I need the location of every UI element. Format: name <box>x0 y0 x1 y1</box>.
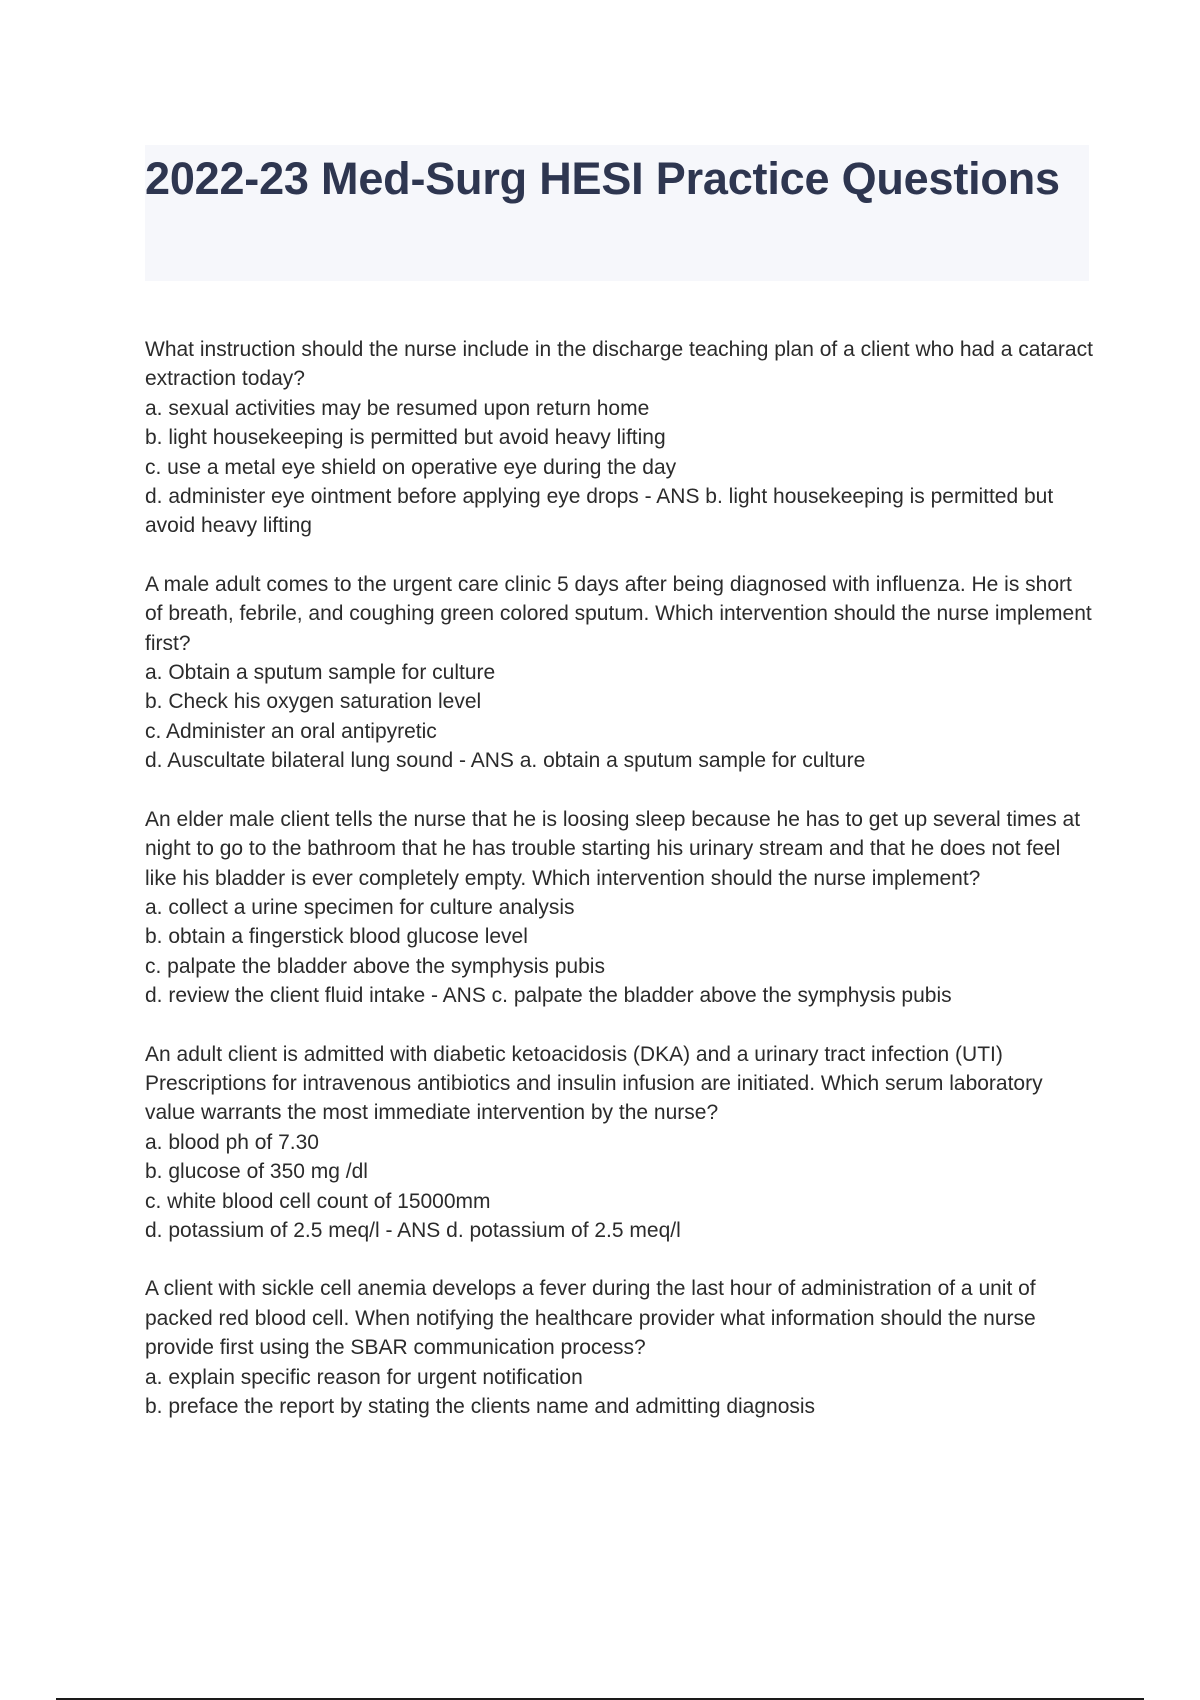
question-stem: A male adult comes to the urgent care clinic 5 days after being diagnosed with influenza. He is short of breath, febrile, and coughing green colored sputum. Which intervention should the nurse implement first? <box>145 572 1092 655</box>
page-title: 2022-23 Med-Surg HESI Practice Questions <box>145 153 1060 204</box>
question-stem: What instruction should the nurse include in the discharge teaching plan of a client who had a cataract extraction today? <box>145 338 1093 391</box>
answer-option: c. white blood cell count of 15000mm <box>145 1189 491 1213</box>
answer-option: b. preface the report by stating the clients name and admitting diagnosis <box>145 1395 816 1418</box>
answer-option: a. collect a urine specimen for culture analysis <box>145 895 575 919</box>
question-block <box>145 1040 1095 1246</box>
answer-option: c. palpate the bladder above the symphysis pubis <box>145 954 605 978</box>
answer-option: a. explain specific reason for urgent notification <box>145 1365 583 1389</box>
document-body <box>145 335 1095 1450</box>
question-stem: A client with sickle cell anemia develops a fever during the last hour of administration of a unit of packed red blood cell. When notifying the healthcare provider what information should the nurse provide first using the SBAR communication process? <box>145 1277 1036 1360</box>
answer-option-with-key: d. administer eye ointment before applying eye drops - ANS b. light housekeeping is permitted but avoid heavy lifting <box>145 485 1054 538</box>
answer-option: a. Obtain a sputum sample for culture <box>145 661 496 685</box>
answer-option: b. obtain a fingerstick blood glucose level <box>145 925 528 949</box>
answer-option-with-key: d. review the client fluid intake - ANS c. palpate the bladder above the symphysis pubis <box>145 984 952 1008</box>
question-block <box>145 335 1095 541</box>
answer-option-with-key: d. potassium of 2.5 meq/l - ANS d. potassium of 2.5 meq/l <box>145 1218 681 1242</box>
answer-option: b. Check his oxygen saturation level <box>145 690 482 714</box>
question-block <box>145 1274 1095 1421</box>
answer-option: a. blood ph of 7.30 <box>145 1130 319 1154</box>
answer-option: c. Administer an oral antipyretic <box>145 719 437 743</box>
question-stem: An elder male client tells the nurse that he is loosing sleep because he has to get up several times at night to go to the bathroom that he has trouble starting his urinary stream and that he does not feel like his bladder is ever completely empty. Which intervention should the nurse implement? <box>145 807 1081 890</box>
answer-option-with-key: d. Auscultate bilateral lung sound - ANS a. obtain a sputum sample for culture <box>145 749 866 773</box>
title-banner <box>145 145 1089 281</box>
answer-option: c. use a metal eye shield on operative eye during the day <box>145 455 677 479</box>
question-stem: An adult client is admitted with diabetic ketoacidosis (DKA) and a urinary tract infection (UTI) Prescriptions for intravenous antibiotics and insulin infusion are initiated. Which serum laboratory value warrants the most immediate intervention by the nurse? <box>145 1042 1043 1125</box>
answer-option: b. light housekeeping is permitted but avoid heavy lifting <box>145 426 666 450</box>
question-block <box>145 570 1095 776</box>
answer-option: b. glucose of 350 mg /dl <box>145 1160 368 1184</box>
answer-option: a. sexual activities may be resumed upon return home <box>145 396 650 420</box>
question-block <box>145 805 1095 1011</box>
